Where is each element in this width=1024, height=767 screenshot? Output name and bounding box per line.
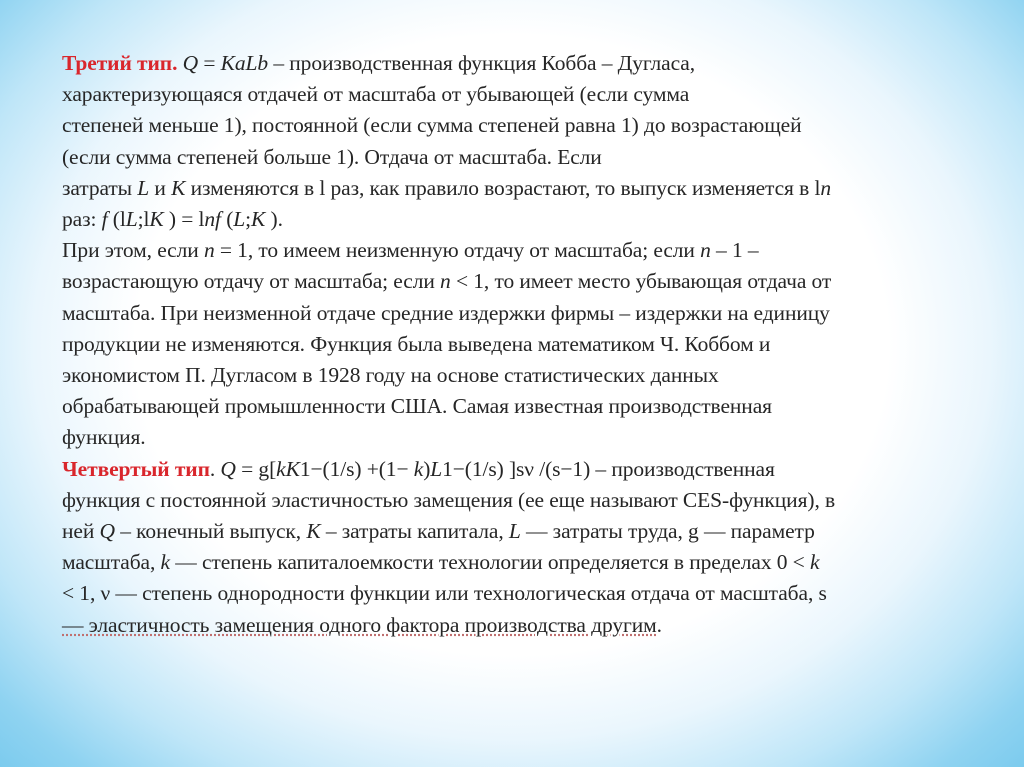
text-run: При этом, если: [62, 238, 204, 263]
math-run: n: [440, 269, 451, 294]
text-run: функция.: [62, 425, 146, 450]
math-run: k: [809, 550, 820, 575]
text-run: ).: [265, 207, 283, 232]
text-run: – производственная функция Кобба – Дугласа,: [268, 51, 696, 75]
math-run: K: [306, 519, 321, 544]
text-run: возрастающую отдачу от масштаба; если: [62, 269, 441, 294]
math-run: n: [820, 175, 831, 200]
math-run: n: [700, 238, 711, 263]
text-run: – 1 –: [710, 238, 759, 263]
text-line: [62, 329, 997, 360]
text-run: характеризующаяся отдачей от масштаба от убывающей (если сумма: [62, 82, 690, 107]
text-line: [62, 79, 997, 110]
math-run: Q: [220, 456, 236, 481]
text-run: затраты: [62, 175, 138, 200]
text-run: и: [149, 175, 172, 200]
text-line: [62, 235, 997, 266]
text-line: [62, 547, 997, 578]
text-run: масштаба,: [62, 550, 161, 575]
math-run: L: [233, 207, 246, 232]
math-run: k: [413, 456, 424, 481]
math-run: L: [125, 207, 138, 232]
text-run: ): [423, 456, 431, 481]
text-run: масштаба. При неизменной отдаче средние издержки фирмы – издержки на единицу: [62, 300, 830, 325]
math-run: f: [101, 207, 108, 232]
text-run: – конечный выпуск,: [114, 519, 307, 544]
text-line: [62, 173, 997, 204]
text-run: (если сумма степеней больше 1). Отдача от масштаба. Если: [62, 144, 602, 169]
math-run: K: [171, 175, 186, 200]
heading-fourth-type: Четвертый тип: [62, 456, 210, 481]
text-line: [62, 298, 997, 329]
text-run: = 1, то имеем неизменную отдачу от масштаба; если: [214, 238, 701, 263]
text-run: – затраты капитала,: [320, 519, 509, 544]
math-run: K: [251, 207, 266, 232]
math-run: L: [508, 519, 521, 544]
text-run: изменяются в l раз, как правило возрастают, то выпуск изменяется в l: [185, 175, 821, 200]
text-run: степеней меньше 1), постоянной (если сумма степеней равна 1) до возрастающей: [62, 113, 802, 138]
text-line: [62, 391, 997, 422]
text-run: раз:: [62, 207, 102, 232]
text-line: [62, 266, 997, 297]
text-run: < 1, ν — степень однородности функции или технологическая отдача от масштаба, s: [62, 581, 827, 606]
math-run: Q: [182, 51, 199, 75]
text-run: ;l: [137, 207, 150, 232]
math-run: L: [137, 175, 150, 200]
text-line: [62, 485, 997, 516]
text-run: =: [198, 51, 221, 75]
math-run: L: [430, 456, 443, 481]
text-run: продукции не изменяются. Функция была выведена математиком Ч. Коббом и: [62, 331, 771, 356]
text-run: — затраты труда, g — параметр: [520, 519, 815, 544]
text-run: (l: [107, 207, 126, 232]
text-line: [62, 110, 997, 141]
text-run: экономистом П. Дугласом в 1928 году на основе статистических данных: [62, 363, 719, 388]
math-run: KaLb: [220, 51, 269, 75]
text-line: [62, 422, 997, 453]
text-line: [62, 204, 997, 235]
text-run: функция с постоянной эластичностью замещения (ее еще называют CES-функция), в: [62, 487, 836, 512]
text-line: [62, 610, 997, 641]
math-run: K: [149, 207, 164, 232]
text-line: [62, 142, 997, 173]
text-line: [62, 360, 997, 391]
text-line: [62, 578, 997, 609]
math-run: n: [203, 238, 215, 263]
slide-body-text: [62, 48, 997, 641]
text-run: .: [656, 612, 662, 637]
text-run: < 1, то имеет место убывающая отдача от: [450, 269, 832, 294]
text-run: ней: [62, 519, 100, 544]
heading-third-type: Третий тип.: [62, 51, 178, 75]
text-line: [62, 48, 997, 79]
math-run: Q: [99, 519, 115, 544]
math-run: nf: [204, 207, 221, 232]
text-run: ;: [245, 207, 251, 232]
math-run: k: [160, 550, 170, 575]
text-line: [62, 516, 997, 547]
math-run: kK: [276, 456, 300, 481]
text-run: 1−(1/s) +(1−: [299, 456, 414, 481]
text-run: обрабатывающей промышленности США. Самая известная производственная: [62, 394, 772, 419]
text-line: [62, 454, 997, 485]
text-run: ) = l: [163, 207, 205, 232]
text-run: — степень капиталоемкости технологии определяется в пределах 0 <: [170, 550, 810, 575]
text-run: .: [209, 456, 221, 481]
dotted-text-run: — эластичность замещения одного фактора производства другим: [62, 612, 657, 637]
text-run: 1−(1/s) ]sν /(s−1) – производственная: [442, 456, 775, 481]
text-run: (: [220, 207, 234, 232]
text-run: = g[: [235, 456, 277, 481]
